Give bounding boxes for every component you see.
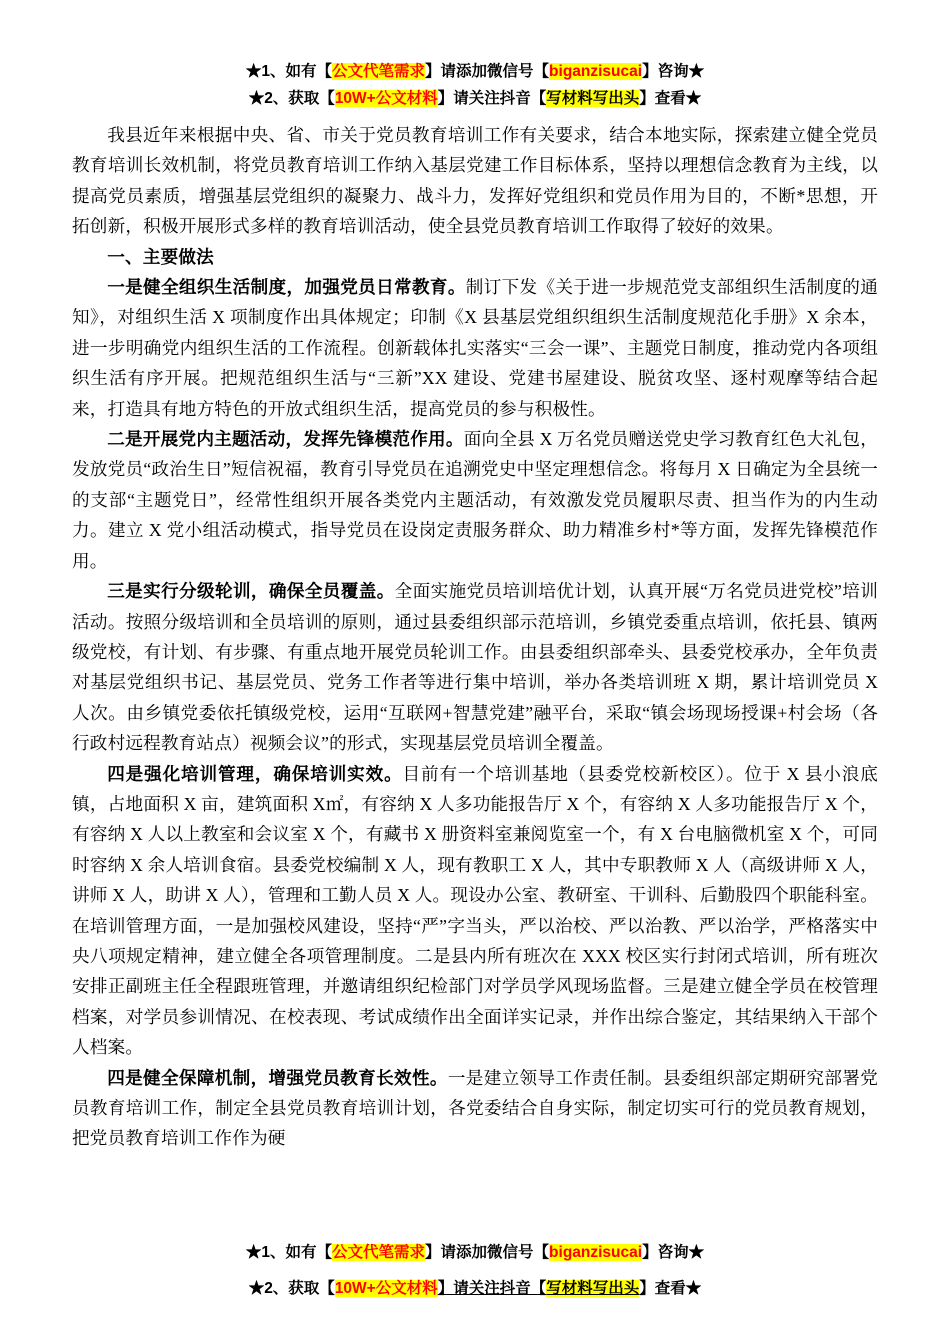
promo-top-line2-highlight-1: 10W+公文材料 [334, 90, 438, 107]
paragraph-1-text: 制订下发《关于进一步规范党支部组织生活制度的通知》，对组织生活 X 项制度作出具体规定；印制《X 县基层党组织组织生活制度规范化手册》X 余本，进一步明确党内组织生活的工作流程。创新载体扎实落实“三会一课”、主题党日制度，推动党内各项组织生活有序开展。把规范组织生活与“三新”XX 建设、党建书屋建设、脱贫攻坚、逐村观摩等结合起来，打造具有地方特色的开放式组织生活，提高党员的参与积极性。 [72, 277, 878, 419]
paragraph-4-text: 目前有一个培训基地（县委党校新校区）。位于 X 县小浪底镇，占地面积 X 亩，建筑面积 X㎡，有容纳 X 人多功能报告厅 X 个，有容纳 X 人多功能报告厅 X 个，有容纳 X 人以上教室和会议室 X 个，有藏书 X 册资料室兼阅览室一个，有 X 台电脑微机室 X 个，可同时容纳 X 余人培训食宿。县委党校编制 X 人，现有教职工 X 人，其中专职教师 X 人（高级讲师 X 人，讲师 X 人，助讲 X 人），管理和工勤人员 X 人。现设办公室、教研室、干训科、后勤股四个职能科室。在培训管理方面，一是加强校风建设，坚持“严”字当头，严以治校、严以治教、严以治学，严格落实中央八项规定精神，建立健全各项管理制度。二是县内所有班次在 XXX 校区实行封闭式培训，所有班次安排正副班主任全程跟班管理，并邀请组织纪检部门对学员学风现场监督。三是建立健全学员在校管理档案，对学员参训情况、在校表现、考试成绩作出全面详实记录，并作出综合鉴定，其结果纳入干部个人档案。 [72, 763, 879, 1058]
paragraph-3-lead: 三是实行分级轮训，确保全员覆盖。 [107, 581, 395, 602]
paragraph-3-text: 全面实施党员培训培优计划，认真开展“万名党员进党校”培训活动。按照分级培训和全员培训的原则，通过县委组织部示范培训，乡镇党委重点培训，依托县、镇两级党校，有计划、有步骤、有重点地开展党员轮训工作。由县委组织部牵头、县委党校承办，全年负责对基层党组织书记、基层党员、党务工作者等进行集中培训，举办各类培训班 X 期，累计培训党员 X 人次。由乡镇党委依托镇级党校，运用“互联网+智慧党建”融平台，采取“镇会场现场授课+村会场（各行政村远程教育站点）视频会议”的形式，实现基层党员培训全覆盖。 [72, 581, 879, 754]
promo-bottom-line1-post: 】咨询★ [642, 1244, 705, 1261]
promo-bottom-line2-mid: 】请关注抖音【 [437, 1280, 547, 1297]
paragraph-1 [72, 272, 878, 424]
promo-top-line1-mid: 】请添加微信号【 [425, 63, 550, 80]
promo-banner-top-line-1 [72, 58, 878, 85]
promo-banner-top-line-2 [72, 85, 878, 112]
paragraph-4 [72, 759, 878, 1063]
promo-bottom-line2-post: 】查看★ [639, 1280, 702, 1297]
document-body [72, 120, 878, 1154]
paragraph-2-text: 面向全县 X 万名党员赠送党史学习教育红色大礼包，发放党员“政治生日”短信祝福，教育引导党员在追溯党史中坚定理想信念。将每月 X 日确定为全县统一的支部“主题党日”，经常性组织开展各类党内主题活动，有效激发党员履职尽责、担当作为的内生动力。建立 X 党小组活动模式，指导党员在设岗定责服务群众、助力精准乡村*等方面，发挥先锋模范作用。 [72, 429, 878, 571]
promo-bottom-line1-highlight-1: 公文代笔需求 [332, 1244, 426, 1261]
promo-banner-top [72, 58, 878, 112]
paragraph-2 [72, 424, 878, 576]
paragraph-5-lead: 四是健全保障机制，增强党员教育长效性。 [107, 1067, 448, 1088]
promo-bottom-line1-mid: 】请添加微信号【 [425, 1244, 550, 1261]
promo-top-line2-pre: ★2、获取【 [248, 90, 335, 107]
promo-banner-bottom [72, 1239, 878, 1302]
promo-bottom-line2-pre: ★2、获取【 [248, 1280, 335, 1297]
promo-top-line2-highlight-2: 写材料写出头 [546, 90, 640, 107]
promo-top-line1-highlight-1: 公文代笔需求 [332, 63, 426, 80]
promo-bottom-line2-highlight-1: 10W+公文材料 [334, 1280, 438, 1297]
promo-top-line2-mid: 】请关注抖音【 [437, 90, 547, 107]
promo-top-line1-post: 】咨询★ [642, 63, 705, 80]
paragraph-intro: 我县近年来根据中央、省、市关于党员教育培训工作有关要求，结合本地实际，探索建立健全党员教育培训长效机制，将党员教育培训工作纳入基层党建工作目标体系，坚持以理想信念教育为主线，以提高党员素质，增强基层党组织的凝聚力、战斗力，发挥好党组织和党员作用为目的，不断*思想，开拓创新，积极开展形式多样的教育培训活动，使全县党员教育培训工作取得了较好的效果。 [72, 125, 878, 237]
promo-top-line1-highlight-2: biganzisucai [549, 63, 643, 80]
promo-banner-bottom-line-1 [72, 1239, 878, 1266]
promo-bottom-line1-highlight-2: biganzisucai [549, 1244, 643, 1261]
section-heading-1: 一、主要做法 [107, 246, 214, 267]
promo-banner-bottom-line-2 [72, 1275, 878, 1302]
paragraph-5-text: 一是建立领导工作责任制。县委组织部定期研究部署党员教育培训工作，制定全县党员教育培训计划，各党委结合自身实际，制定切实可行的党员教育规划，把党员教育培训工作作为硬 [72, 1067, 878, 1149]
paragraph-3 [72, 576, 878, 758]
paragraph-1-lead: 一是健全组织生活制度，加强党员日常教育。 [107, 277, 466, 298]
promo-bottom-line1-pre: ★1、如有【 [245, 1244, 333, 1261]
paragraph-4-lead: 四是强化培训管理，确保培训实效。 [107, 763, 403, 784]
promo-top-line1-pre: ★1、如有【 [245, 63, 333, 80]
paragraph-5 [72, 1063, 878, 1154]
promo-top-line2-post: 】查看★ [639, 90, 702, 107]
paragraph-2-lead: 二是开展党内主题活动，发挥先锋模范作用。 [107, 429, 464, 450]
promo-bottom-line2-highlight-2: 写材料写出头 [546, 1280, 640, 1297]
